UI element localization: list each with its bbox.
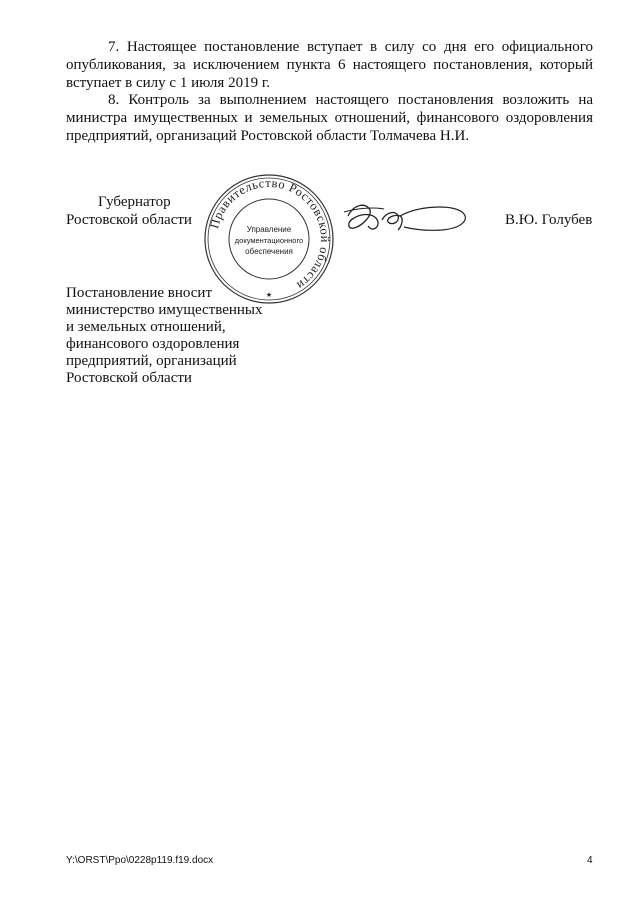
paragraph-7-text: Настоящее постановление вступает в силу со дня его официального опубликования, за исключением пункта 6 настоящего постановления, который вступает в силу с 1 июля 2019 г. — [66, 39, 593, 91]
introduced-by-block — [66, 285, 263, 387]
seal-inner-line2: документационного — [234, 236, 304, 245]
page-number: 4 — [587, 855, 593, 866]
introduced-by-line: Ростовской области — [66, 370, 192, 386]
seal-star-icon: ★ — [265, 291, 273, 299]
seal-inner-line3: обеспечения — [245, 247, 293, 256]
paragraph-7 — [66, 38, 593, 92]
handwritten-signature — [338, 196, 478, 242]
paragraph-8 — [66, 91, 593, 145]
signatory-name: В.Ю. Голубев — [505, 212, 593, 228]
introduced-by-line: предприятий, организаций — [66, 353, 237, 369]
introduced-by-line: министерство имущественных — [66, 302, 263, 318]
footer-file-path: Y:\ORST\Ppo\0228p119.f19.docx — [66, 855, 214, 866]
seal-inner-line1: Управление — [246, 225, 292, 234]
paragraph-8-text: Контроль за выполнением настоящего постановления возложить на министра имущественных и земельных отношений, финансового оздоровления предприятий, организаций Ростовской области Толмачева Н.И. — [66, 92, 594, 144]
paragraph-8-number: 8. — [108, 92, 120, 108]
signatory-title-line2: Ростовской области — [66, 212, 192, 228]
seal-outer-text: Правительство Ростовской области — [207, 175, 333, 293]
introduced-by-line: и земельных отношений, — [66, 319, 226, 335]
signatory-title — [66, 193, 192, 229]
paragraph-7-number: 7. — [108, 39, 120, 55]
introduced-by-line: Постановление вносит — [66, 285, 213, 301]
introduced-by-line: финансового оздоровления — [66, 336, 240, 352]
signatory-title-line1: Губернатор — [98, 194, 171, 210]
